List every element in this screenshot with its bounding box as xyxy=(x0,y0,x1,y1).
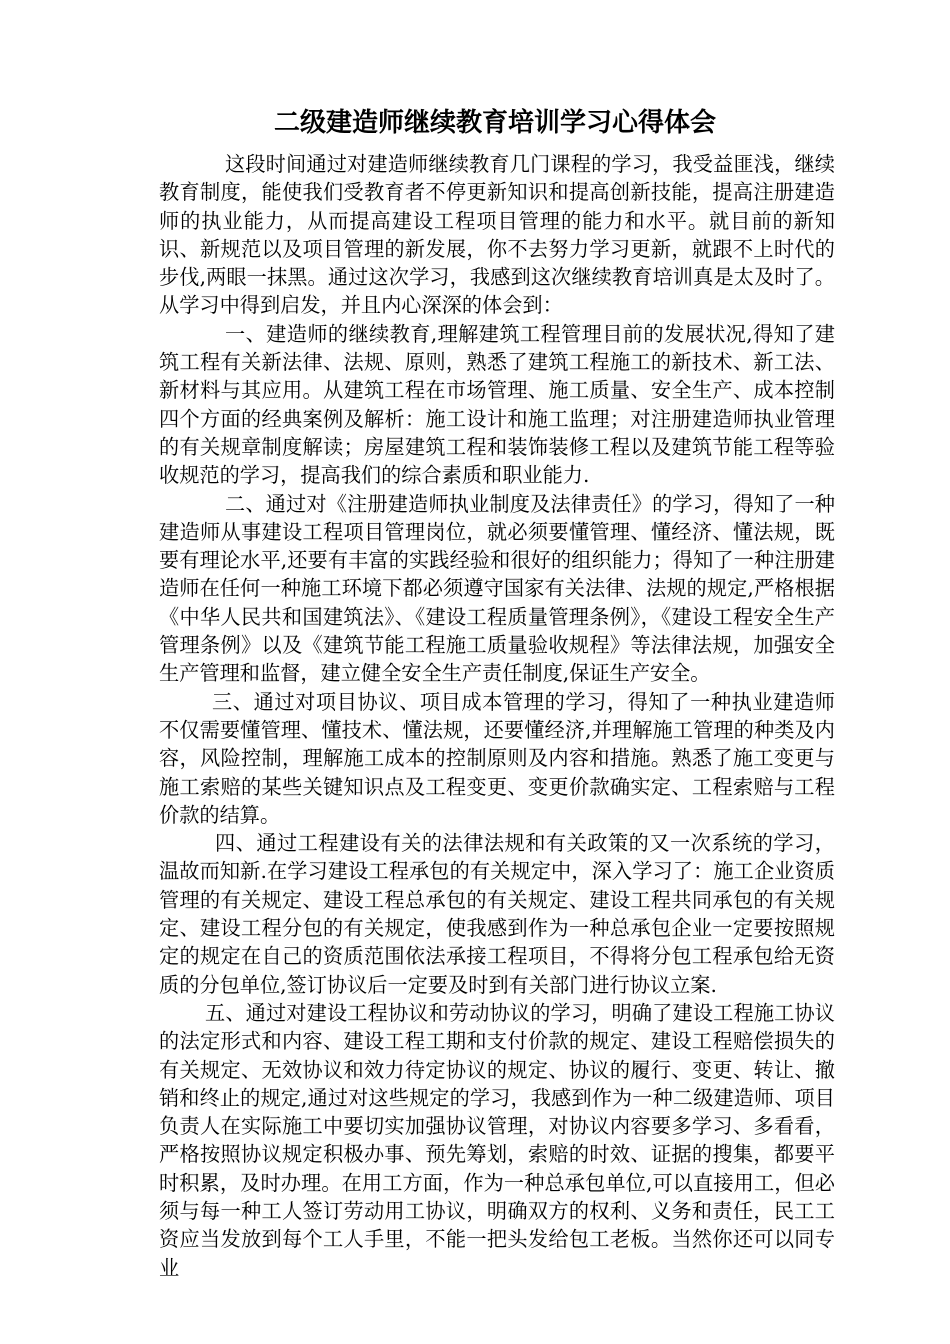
document-body xyxy=(159,150,835,1282)
paragraph-3: 三、通过对项目协议、项目成本管理的学习，得知了一种执业建造师不仅需要懂管理、懂技术、懂法规，还要懂经济,并理解施工管理的种类及内容，风险控制，理解施工成本的控制原则及内容和措施。熟悉了施工变更与施工索赔的某些关键知识点及工程变更、变更价款确实定、工程索赔与工程价款的结算。 xyxy=(159,689,835,827)
paragraph-4: 四、通过工程建设有关的法律法规和有关政策的又一次系统的学习，温故而知新.在学习建设工程承包的有关规定中，深入学习了：施工企业资质管理的有关规定、建设工程总承包的有关规定、建设工程共同承包的有关规定、建设工程分包的有关规定，使我感到作为一种总承包企业一定要按照规定的规定在自己的资质范围依法承接工程项目，不得将分包工程承包给无资质的分包单位,签订协议后一定要及时到有关部门进行协议立案. xyxy=(159,831,835,997)
paragraph-2: 二、通过对《注册建造师执业制度及法律责任》的学习，得知了一种建造师从事建设工程项目管理岗位，就必须要懂管理、懂经济、懂法规，既要有理论水平,还要有丰富的实践经验和很好的组织能力；得知了一种注册建造师在任何一种施工环境下都必须遵守国家有关法律、法规的规定,严格根据《中华人民共和国建筑法》、《建设工程质量管理条例》，《建设工程安全生产管理条例》以及《建筑节能工程施工质量验收规程》等法律法规，加强安全生产管理和监督，建立健全安全生产责任制度,保证生产安全。 xyxy=(159,491,835,686)
document-title: 二级建造师继续教育培训学习心得体会 xyxy=(273,108,716,138)
paragraph-5: 五、通过对建设工程协议和劳动协议的学习，明确了建设工程施工协议的法定形式和内容、建设工程工期和支付价款的规定、建设工程赔偿损失的有关规定、无效协议和效力待定协议的规定、协议的履行、变更、转让、撤销和终止的规定,通过对这些规定的学习，我感到作为一种二级建造师、项目负责人在实际施工中要切实加强协议管理，对协议内容要多学习、多看看，严格按照协议规定积极办事、预先筹划，索赔的时效、证据的搜集，都要平时积累，及时办理。在用工方面，作为一种总承包单位,可以直接用工，但必须与每一种工人签订劳动用工协议，明确双方的权利、义务和责任，民工工资应当发放到每个工人手里，不能一把头发给包工老板。当然你还可以同专业 xyxy=(159,1000,835,1280)
paragraph-1: 一、建造师的继续教育,理解建筑工程管理目前的发展状况,得知了建筑工程有关新法律、法规、原则，熟悉了建筑工程施工的新技术、新工法、新材料与其应用。从建筑工程在市场管理、施工质量、安全生产、成本控制四个方面的经典案例及解析：施工设计和施工监理；对注册建造师执业管理的有关规章制度解读；房屋建筑工程和装饰装修工程以及建筑节能工程等验收规范的学习，提高我们的综合素质和职业能力. xyxy=(159,321,835,488)
paragraph-intro: 这段时间通过对建造师继续教育几门课程的学习，我受益匪浅，继续教育制度，能使我们受教育者不停更新知识和提高创新技能，提高注册建造师的执业能力，从而提高建设工程项目管理的能力和水平。就目前的新知识、新规范以及项目管理的新发展，你不去努力学习更新，就跟不上时代的步伐,两眼一抹黑。通过这次学习，我感到这次继续教育培训真是太及时了。从学习中得到启发，并且内心深深的体会到： xyxy=(159,152,835,318)
